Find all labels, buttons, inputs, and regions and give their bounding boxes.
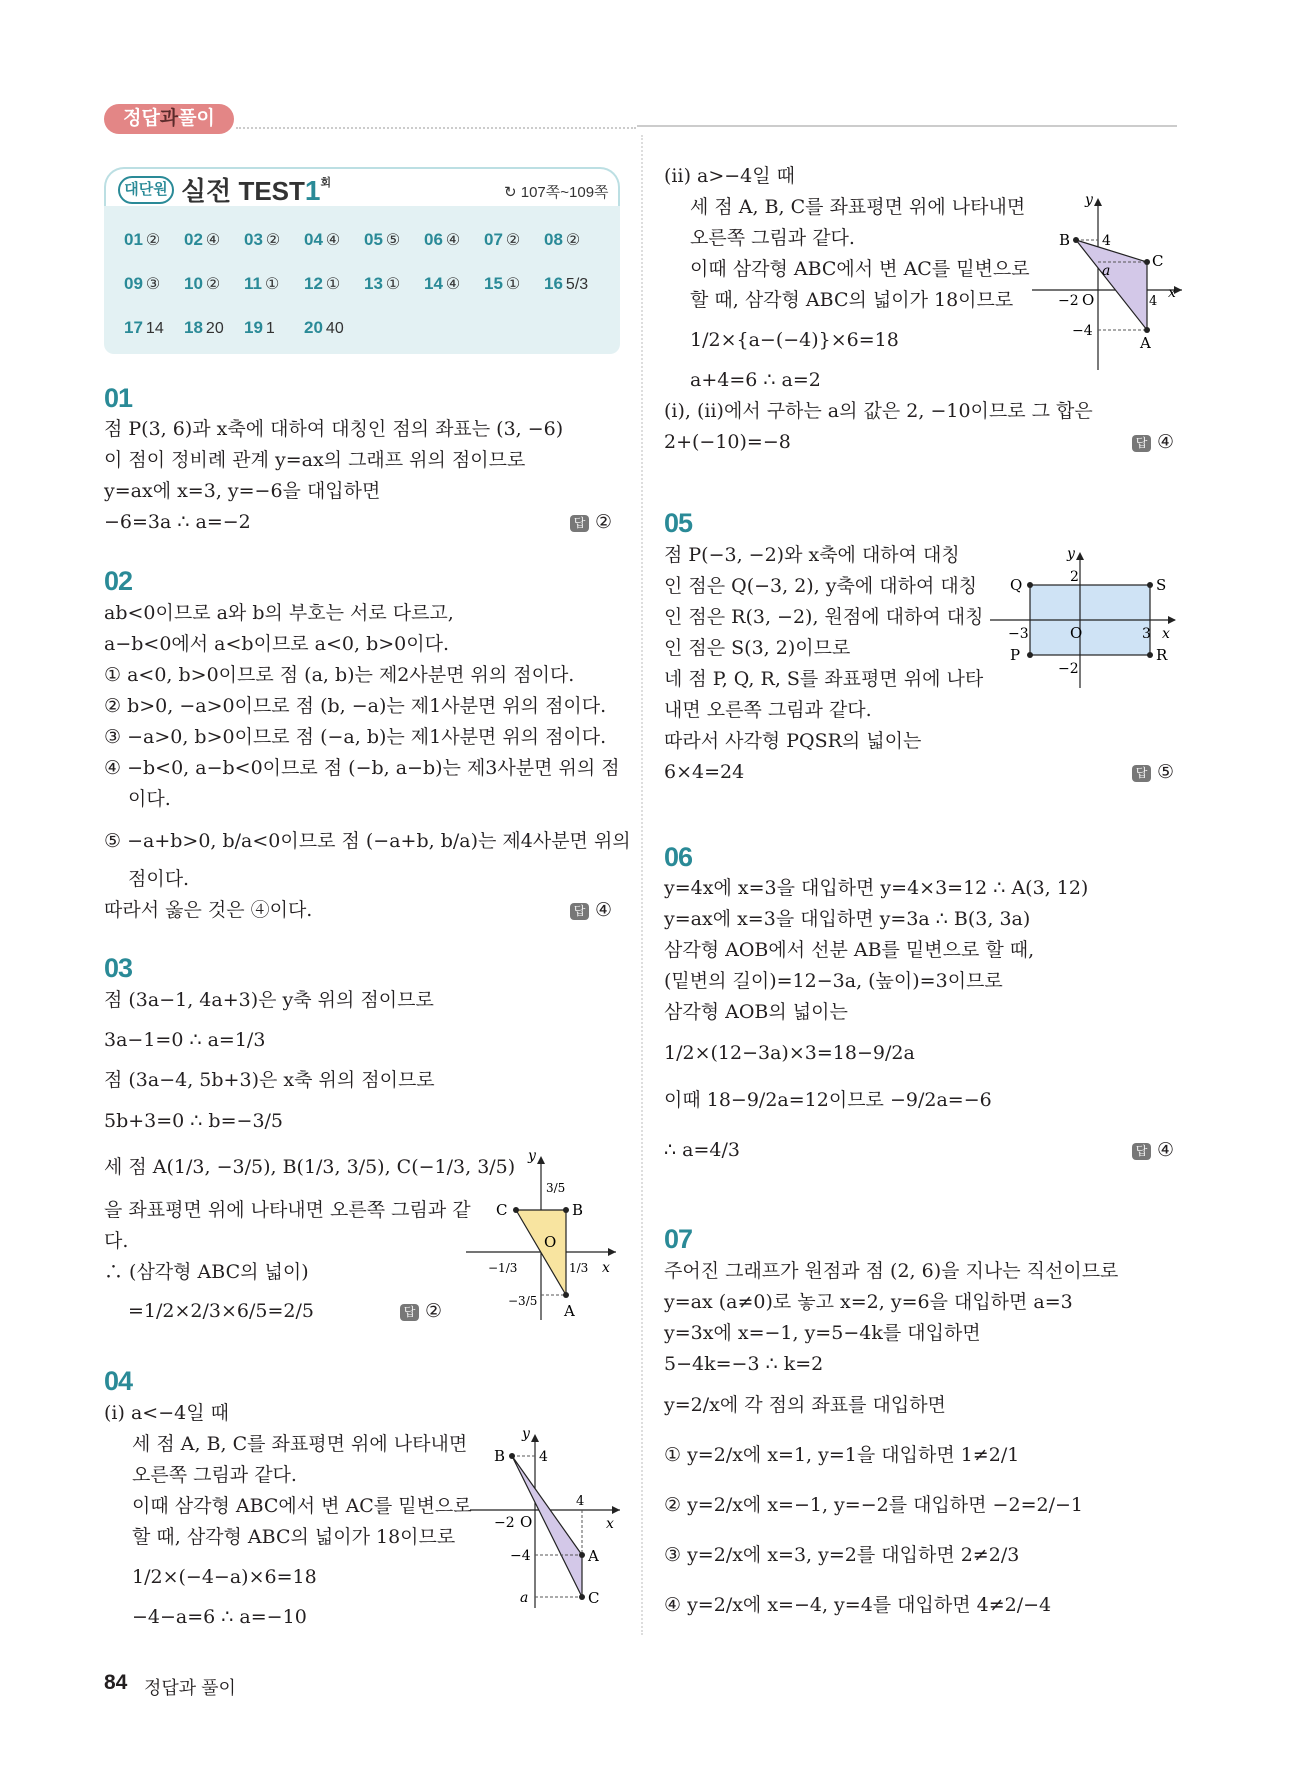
- s02-line: ⑤ −a+b>0, b/a<0이므로 점 (−a+b, b/a)는 제4사분면 위의: [104, 830, 631, 852]
- label: B: [1059, 231, 1071, 249]
- label: −2: [1058, 293, 1079, 309]
- point-s: [1147, 582, 1153, 588]
- point-r: [1147, 652, 1153, 658]
- page-number: 84: [104, 1671, 128, 1694]
- s07-line: 주어진 그래프가 원점과 점 (2, 6)을 지나는 직선이므로: [664, 1260, 1119, 1282]
- label: y: [1085, 192, 1093, 208]
- tag-right: 풀이: [178, 108, 215, 129]
- label: y: [522, 1426, 530, 1442]
- label: −2: [1058, 661, 1079, 677]
- s07-line: y=ax (a≠0)로 놓고 x=2, y=6을 대입하면 a=3: [664, 1291, 1073, 1313]
- s02-line: a−b<0에서 a<b이므로 a<0, b>0이다.: [104, 633, 450, 655]
- test-number: 1: [304, 175, 321, 206]
- label: A: [588, 1547, 599, 1565]
- s03-line: 다.: [104, 1230, 129, 1252]
- point-b: [1073, 237, 1079, 243]
- s02-line: 따라서 옳은 것은 ④이다.: [104, 899, 313, 921]
- s05-line: 인 점은 Q(−3, 2), y축에 대하여 대칭: [664, 575, 978, 597]
- point-q: [1027, 582, 1033, 588]
- s04-line: (ⅰ) a<−4일 때: [104, 1402, 229, 1424]
- s04b-line: 세 점 A, B, C를 좌표평면 위에 나타내면: [690, 196, 1026, 218]
- s02-line: ① a<0, b>0이므로 점 (a, b)는 제2사분면 위의 점이다.: [104, 664, 575, 686]
- s03-line: 5b+3=0 ∴ b=−3/5: [104, 1110, 284, 1132]
- label: 3/5: [546, 1181, 566, 1195]
- graph-04a: [470, 1426, 620, 1610]
- s01-line: 점 P(3, 6)과 x축에 대하여 대칭인 점의 좌표는 (3, −6): [104, 418, 564, 440]
- answer-item: 14 ④: [424, 274, 461, 293]
- section-05-heading: 05: [664, 508, 693, 538]
- answer-badge-icon: 답: [570, 903, 589, 920]
- section-tag: [104, 104, 234, 134]
- s02-line: ab<0이므로 a와 b의 부호는 서로 다르고,: [104, 602, 454, 624]
- s05-line: 네 점 P, Q, R, S를 좌표평면 위에 나타: [664, 668, 984, 690]
- s02-line: ④ −b<0, a−b<0이므로 점 (−b, a−b)는 제3사분면 위의 점: [104, 757, 620, 779]
- answer-item: 12 ①: [304, 274, 341, 293]
- y-arrow-icon: [531, 1434, 539, 1442]
- label: −2: [494, 1515, 515, 1531]
- answer-item: 08 ②: [544, 230, 581, 249]
- graph-04b: [1032, 192, 1182, 372]
- label: O: [520, 1513, 533, 1531]
- test-hoe: 회: [320, 177, 332, 189]
- s03-line: 3a−1=0 ∴ a=1/3: [104, 1029, 266, 1051]
- s05-line: 인 점은 R(3, −2), 원점에 대하여 대칭: [664, 606, 984, 628]
- label: −4: [510, 1548, 531, 1564]
- point-c: [1144, 259, 1150, 265]
- answer-item: 15 ①: [484, 274, 521, 293]
- s02-line: 점이다.: [128, 868, 190, 890]
- s04b-line: a+4=6 ∴ a=2: [690, 369, 821, 391]
- s02-line: 이다.: [128, 788, 171, 810]
- answer-item: 05 ⑤: [364, 230, 401, 249]
- footer-title: 정답과 풀이: [144, 1678, 236, 1698]
- s03-line: 점 (3a−1, 4a+3)은 y축 위의 점이므로: [104, 989, 434, 1011]
- s07-line: ③ y=2/x에 x=3, y=2를 대입하면 2≠2/3: [664, 1544, 1020, 1566]
- triangle-abc: [1076, 240, 1147, 330]
- answer-item: 16 5/3: [544, 274, 589, 293]
- label: C: [496, 1201, 508, 1219]
- s04-line: 이때 삼각형 ABC에서 변 AC를 밑변으로: [132, 1495, 472, 1517]
- label: y: [1067, 546, 1075, 562]
- s01-line: 이 점이 정비례 관계 y=ax의 그래프 위의 점이므로: [104, 449, 526, 471]
- tag-mid: 과: [159, 108, 179, 129]
- answer-item: 20 40: [304, 318, 344, 337]
- test-title: [181, 171, 331, 208]
- point-p: [1027, 652, 1033, 658]
- label: 3: [1142, 626, 1151, 642]
- label: 4: [576, 1494, 585, 1509]
- graph-05: [990, 548, 1180, 688]
- s07-line: ④ y=2/x에 x=−4, y=4를 대입하면 4≠2/−4: [664, 1594, 1052, 1616]
- s06-line: 1/2×(12−3a)×3=18−9/2a: [664, 1042, 915, 1064]
- label: 4: [1102, 233, 1111, 249]
- s01-answer: 답 ②: [570, 511, 612, 533]
- answer-box: [104, 206, 620, 354]
- header-dotted-rule: [236, 127, 636, 129]
- x-arrow-icon: [1168, 616, 1176, 624]
- label: A: [1140, 334, 1151, 352]
- label: −3/5: [508, 1294, 538, 1308]
- label: B: [572, 1201, 584, 1219]
- s05-line: 6×4=24: [664, 761, 745, 783]
- daedanwon-badge: 대단원: [118, 176, 174, 204]
- s04b-line: 오른쪽 그림과 같다.: [690, 227, 855, 249]
- label: R: [1156, 646, 1168, 664]
- point-a: [563, 1292, 569, 1298]
- answer-item: 19 1: [244, 318, 275, 337]
- y-arrow-icon: [537, 1156, 545, 1164]
- s07-line: y=3x에 x=−1, y=5−4k를 대입하면: [664, 1322, 981, 1344]
- section-01-heading: 01: [104, 383, 133, 413]
- answer-item: 18 20: [184, 318, 224, 337]
- answer-badge-icon: 답: [1132, 765, 1151, 782]
- s03-line: 세 점 A(1/3, −3/5), B(1/3, 3/5), C(−1/3, 3/5): [104, 1156, 516, 1178]
- s05-line: 따라서 사각형 PQSR의 넓이는: [664, 730, 922, 752]
- answer-item: 10 ②: [184, 274, 221, 293]
- label: x: [606, 1516, 614, 1532]
- s06-line: ∴ a=4/3: [664, 1139, 740, 1161]
- s04-line: −4−a=6 ∴ a=−10: [132, 1606, 307, 1628]
- s04-line: 오른쪽 그림과 같다.: [132, 1464, 297, 1486]
- s07-line: 5−4k=−3 ∴ k=2: [664, 1353, 824, 1375]
- s02-line: ③ −a>0, b>0이므로 점 (−a, b)는 제1사분면 위의 점이다.: [104, 726, 607, 748]
- answer-item: 03 ②: [244, 230, 281, 249]
- section-07-heading: 07: [664, 1224, 693, 1254]
- s04b-line: (ⅱ) a>−4일 때: [664, 165, 796, 187]
- label: x: [1168, 285, 1176, 301]
- x-arrow-icon: [612, 1506, 620, 1514]
- s07-line: ① y=2/x에 x=1, y=1을 대입하면 1≠2/1: [664, 1444, 1020, 1466]
- s02-answer: 답 ④: [570, 899, 612, 921]
- test-title-text: 실전 TEST: [181, 176, 305, 206]
- label: x: [1162, 626, 1170, 642]
- s06-line: 삼각형 AOB의 넓이는: [664, 1001, 848, 1023]
- point-a: [1144, 327, 1150, 333]
- answer-badge-icon: 답: [400, 1304, 419, 1321]
- s07-line: ② y=2/x에 x=−1, y=−2를 대입하면 −2=2/−1: [664, 1494, 1083, 1516]
- answer-item: 13 ①: [364, 274, 401, 293]
- y-arrow-icon: [1076, 552, 1084, 560]
- s05-line: 인 점은 S(3, 2)이므로: [664, 637, 851, 659]
- label: −4: [1072, 323, 1093, 339]
- s05-answer: 답 ⑤: [1132, 761, 1174, 783]
- label: −3: [1008, 626, 1029, 642]
- s01-line: −6=3a ∴ a=−2: [104, 511, 251, 533]
- answer-item: 02 ④: [184, 230, 221, 249]
- s03-answer: 답 ②: [400, 1300, 442, 1322]
- s06-line: y=ax에 x=3을 대입하면 y=3a ∴ B(3, 3a): [664, 908, 1031, 930]
- section-04-heading: 04: [104, 1366, 133, 1396]
- s06-line: 삼각형 AOB에서 선분 AB를 밑변으로 할 때,: [664, 939, 1035, 961]
- point-c: [579, 1594, 585, 1600]
- section-02-heading: 02: [104, 566, 133, 596]
- label: a: [520, 1590, 529, 1606]
- answer-item: 06 ④: [424, 230, 461, 249]
- s04-line: 세 점 A, B, C를 좌표평면 위에 나타내면: [132, 1433, 468, 1455]
- s02-line: ② b>0, −a>0이므로 점 (b, −a)는 제1사분면 위의 점이다.: [104, 695, 607, 717]
- header-rule: [637, 125, 1177, 127]
- label: O: [544, 1233, 557, 1251]
- s06-line: 이때 18−9/2a=12이므로 −9/2a=−6: [664, 1089, 992, 1111]
- s04b-line: 이때 삼각형 ABC에서 변 AC를 밑변으로: [690, 258, 1030, 280]
- page-range-text: 107쪽~109쪽: [520, 184, 609, 201]
- label: 4: [539, 1449, 548, 1465]
- point-c: [513, 1207, 519, 1213]
- point-a: [579, 1552, 585, 1558]
- point-b: [563, 1207, 569, 1213]
- answer-item: 04 ④: [304, 230, 341, 249]
- label: A: [564, 1302, 575, 1320]
- s01-line: y=ax에 x=3, y=−6을 대입하면: [104, 480, 381, 502]
- y-arrow-icon: [1094, 198, 1102, 206]
- s04b-line: (ⅰ), (ⅱ)에서 구하는 a의 값은 2, −10이므로 그 합은: [664, 400, 1093, 422]
- page-range: [504, 181, 609, 202]
- s03-line: =1/2×2/3×6/5=2/5: [128, 1300, 314, 1322]
- label: −1/3: [488, 1261, 518, 1275]
- tag-left: 정답: [123, 108, 160, 129]
- s05-line: 내면 오른쪽 그림과 같다.: [664, 699, 872, 721]
- section-03-heading: 03: [104, 953, 133, 983]
- label: O: [1070, 624, 1083, 642]
- answer-item: 11 ①: [244, 274, 280, 293]
- answer-badge-icon: 답: [1132, 435, 1151, 452]
- label: O: [1082, 291, 1095, 309]
- s06-line: y=4x에 x=3을 대입하면 y=4×3=12 ∴ A(3, 12): [664, 877, 1089, 899]
- refresh-icon: ↻: [504, 184, 517, 201]
- section-06-heading: 06: [664, 842, 693, 872]
- answer-badge-icon: 답: [1132, 1143, 1151, 1160]
- s04-answer: 답 ④: [1132, 431, 1174, 453]
- label: S: [1156, 576, 1167, 594]
- s03-line: 을 좌표평면 위에 나타내면 오른쪽 그림과 같: [104, 1199, 471, 1221]
- label: 1/3: [569, 1261, 589, 1275]
- s04b-line: 1/2×{a−(−4)}×6=18: [690, 329, 899, 351]
- label: y: [528, 1148, 536, 1164]
- answer-item: 01 ②: [124, 230, 161, 249]
- s04b-line: 2+(−10)=−8: [664, 431, 791, 453]
- s05-line: 점 P(−3, −2)와 x축에 대하여 대칭: [664, 544, 960, 566]
- label: C: [588, 1589, 600, 1607]
- column-divider: [641, 135, 643, 1635]
- x-arrow-icon: [608, 1248, 616, 1256]
- answer-item: 09 ③: [124, 274, 161, 293]
- s03-line: ∴ (삼각형 ABC의 넓이): [104, 1261, 309, 1283]
- s06-line: (밑변의 길이)=12−3a, (높이)=3이므로: [664, 970, 1003, 992]
- s04-line: 1/2×(−4−a)×6=18: [132, 1566, 317, 1588]
- s04-line: 할 때, 삼각형 ABC의 넓이가 18이므로: [132, 1526, 456, 1548]
- s07-line: y=2/x에 각 점의 좌표를 대입하면: [664, 1394, 946, 1416]
- s04b-line: 할 때, 삼각형 ABC의 넓이가 18이므로: [690, 289, 1014, 311]
- point-b: [509, 1453, 515, 1459]
- label: Q: [1010, 576, 1023, 594]
- label: 2: [1070, 569, 1079, 585]
- label: 4: [1149, 294, 1158, 309]
- answer-item: 07 ②: [484, 230, 521, 249]
- graph-03: [466, 1150, 616, 1320]
- answer-item: 17 14: [124, 318, 164, 337]
- label: P: [1010, 646, 1021, 664]
- answer-badge-icon: 답: [570, 515, 589, 532]
- label: x: [602, 1260, 610, 1276]
- label: C: [1152, 252, 1164, 270]
- label: a: [1102, 263, 1111, 279]
- s03-line: 점 (3a−4, 5b+3)은 x축 위의 점이므로: [104, 1069, 435, 1091]
- s06-answer: 답 ④: [1132, 1139, 1174, 1161]
- label: B: [494, 1447, 506, 1465]
